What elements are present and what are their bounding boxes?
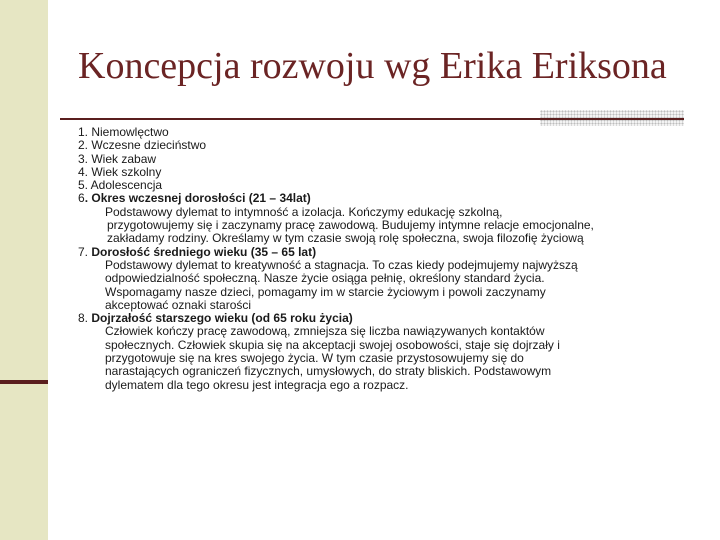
stage-4: 4. Wiek szkolny bbox=[78, 164, 162, 179]
stage-6-number: 6 bbox=[78, 191, 85, 206]
side-accent-stripe bbox=[0, 380, 48, 384]
stage-7-heading bbox=[78, 246, 678, 259]
stage-8-text-line: społecznych. Człowiek skupia się na akceptacji swojej osobowości, staje się dojrzały i bbox=[105, 337, 560, 352]
stage-8-text-line: przygotowuje się na kres swojego życia. W tym czasie przystosowujemy się do bbox=[105, 351, 524, 366]
stage-3: 3. Wiek zabaw bbox=[78, 151, 157, 166]
stage-8-number: 8. bbox=[78, 311, 89, 326]
slide-content bbox=[78, 126, 678, 392]
stage-8-text-line: dylematem dla tego okresu jest integracja ego a rozpacz. bbox=[105, 377, 409, 392]
stage-7-text-line: Wspomagamy nasze dzieci, pomagamy im w starcie życiowym i powoli zaczynamy bbox=[105, 284, 546, 299]
slide-title: Koncepcja rozwoju wg Erika Eriksona bbox=[78, 45, 667, 87]
stage-7-number: 7. bbox=[78, 244, 89, 259]
stage-6-heading bbox=[78, 192, 678, 205]
stage-7-text-line: Podstawowy dylemat to kreatywność a stagnacja. To czas kiedy podejmujemy najwyższą bbox=[105, 257, 578, 272]
stage-7-title: Dorosłość średniego wieku (35 – 65 lat) bbox=[88, 244, 317, 259]
stage-8-text-line: narastających ograniczeń fizycznych, umysłowych, do straty bliskich. Podstawowym bbox=[105, 364, 552, 379]
stage-8-title: Dojrzałość starszego wieku (od 65 roku życia) bbox=[88, 311, 353, 326]
stage-8-heading bbox=[78, 312, 678, 325]
stage-2: 2. Wczesne dzieciństwo bbox=[78, 138, 207, 153]
title-rule bbox=[60, 118, 684, 120]
stage-6-text-line: Podstawowy dylemat to intymność a izolacja. Kończymy edukację szkolną, bbox=[105, 204, 503, 219]
stage-1: 1. Niemowlęctwo bbox=[78, 125, 169, 139]
stage-8-text-line: Człowiek kończy pracę zawodową, zmniejsza się liczba nawiązywanych kontaktów bbox=[105, 324, 545, 339]
stage-6-text-line: przygotowujemy się i zaczynamy pracę zawodową. Budujemy intymne relacje emocjonalne, bbox=[107, 218, 594, 233]
stage-5: 5. Adolescencja bbox=[78, 178, 163, 193]
stage-7-text-line: akceptować oznaki starości bbox=[105, 297, 252, 312]
stage-6-title: . Okres wczesnej dorosłości (21 – 34lat) bbox=[84, 191, 311, 206]
side-bar bbox=[0, 0, 48, 540]
stage-6-text-line: zakładamy rodziny. Określamy w tym czasie swoją rolę społeczna, swoja filozofię życiową bbox=[107, 231, 584, 246]
stage-7-text-line: odpowiedzialność społeczną. Nasze życie osiąga pełnię, określony standard życia. bbox=[105, 271, 545, 286]
